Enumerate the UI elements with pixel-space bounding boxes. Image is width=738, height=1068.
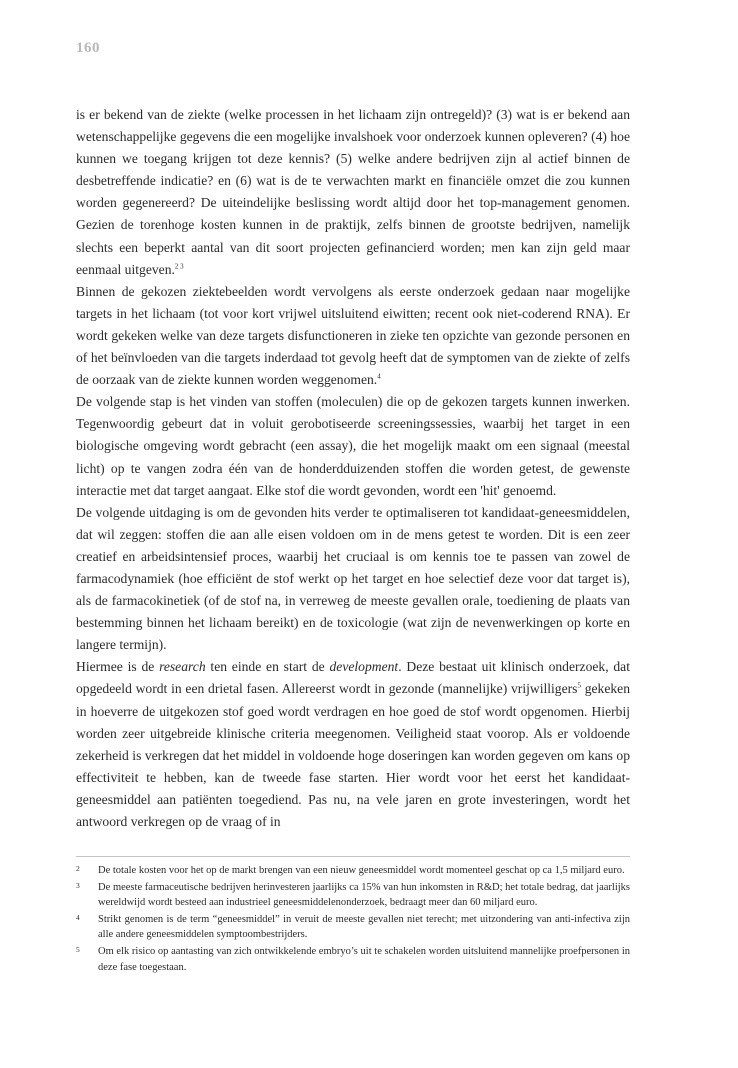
paragraph-text: De volgende uitdaging is om de gevonden hits verder te optimaliseren tot kandidaat-geneesmiddelen, dat wil zeggen: stoffen die aan alle eisen voldoen om in de mens getest te worden. Dit is een zeer creatief en arbeidsintensief proces, waarbij het cruciaal is om kennis toe te passen van zowel de farmacodynamiek (hoe efficiënt de stof werkt op het target en hoe selectief deze voor dat target is), als de farmacokinetiek (of de stof na, in verreweg de meeste gevallen orale, toediening de plaats van bestemming binnen het lichaam bereikt) en de toxicologie (wat zijn de nevenwerkingen op korte en langere termijn).: [76, 504, 630, 653]
paragraph: [76, 281, 630, 391]
paragraph-text: Hiermee is de: [76, 659, 160, 675]
paragraph-text: . Deze bestaat uit klinisch onderzoek, dat opgedeeld wordt in een drietal fasen. Allereerst wordt in gezonde (mannelijke) vrijwilligers: [76, 659, 630, 697]
footnote: [76, 880, 630, 910]
footnote-text: Om elk risico op aantasting van zich ontwikkelende embryo’s uit te schakelen worden uitsluitend mannelijke proefpersonen in deze fase toegestaan.: [98, 946, 630, 973]
page-number: 160: [76, 40, 100, 56]
footnote-number: 2: [76, 864, 80, 873]
paragraph: [76, 656, 630, 833]
footnote-text: De totale kosten voor het op de markt brengen van een nieuw geneesmiddel wordt momenteel geschat op ca 1,5 miljard euro.: [98, 865, 625, 876]
paragraph-text: ten einde en start de: [205, 659, 330, 675]
paragraph-text: Binnen de gekozen ziektebeelden wordt vervolgens als eerste onderzoek gedaan naar mogelijke targets in het lichaam (tot voor kort vrijwel uitsluitend eiwitten; recent ook niet-coderend RNA). Er wordt gekeken welke van deze targets disfunctioneren in zieke ten opzichte van gezonde personen en of het beïnvloeden van die targets inderdaad tot gevolg heeft dat de symptomen van de ziekte of zelfs de oorzaak van de ziekte kunnen worden weggenomen.: [76, 283, 630, 388]
footnote-text: Strikt genomen is de term “geneesmiddel” in veruit de meeste gevallen niet terecht; met uitzondering van anti-infectiva zijn alle andere geneesmiddelen symptoombestrijders.: [98, 914, 630, 941]
footnote: [76, 944, 630, 974]
footnotes: [76, 863, 630, 977]
footnote-ref: 4: [377, 372, 381, 381]
paragraph: [76, 391, 630, 501]
footnote-number: 3: [76, 881, 80, 891]
body-text: [76, 104, 630, 833]
paragraph: [76, 104, 630, 281]
footnote-ref: 5: [577, 681, 581, 690]
footnote-number: 4: [76, 913, 80, 923]
footnote-text: De meeste farmaceutische bedrijven herinvesteren jaarlijks ca 15% van hun inkomsten in R&D; het totale bedrag, dat jaarlijks wereldwijd wordt besteed aan industrieel geneesmiddelenonderzoek, bedraagt meer dan 60 miljard euro.: [98, 882, 630, 909]
italic-term-development: development: [329, 659, 399, 675]
footnote-ref: 2 3: [174, 262, 184, 271]
footnote-divider: [76, 856, 630, 857]
footnote-number: 5: [76, 945, 80, 955]
paragraph-text: gekeken in hoeverre de uitgekozen stof goed wordt verdragen en hoe goed de stof wordt opgenomen. Hierbij worden zeer uitgebreide klinische criteria meegenomen. Veiligheid staat voorop. Als er voldoende zekerheid is verkregen dat het middel in voldoende hoge doseringen kan worden gegeven om kans op effectiviteit te hebben, kan de tweede fase starten. Hier wordt voor het eerst het kandidaat-geneesmiddel aan patiënten toegediend. Pas nu, na vele jaren en grote investeringen, wordt het antwoord verkregen op de vraag of in: [76, 681, 630, 829]
paragraph-text: is er bekend van de ziekte (welke processen in het lichaam zijn ontregeld)? (3) wat is er bekend aan wetenschappelijke gegevens die een mogelijke invalshoek voor onderzoek kunnen opleveren? (4) hoe kunnen we toegang krijgen tot deze kennis? (5) welke andere bedrijven zijn al actief binnen de desbetreffende indicatie? en (6) wat is de te verwachten markt en financiële omzet die zou kunnen worden gegenereerd? De uiteindelijke beslissing wordt altijd door het top-management genomen. Gezien de torenhoge kosten kunnen in de praktijk, zelfs binnen de grootste bedrijven, namelijk slechts een beperkt aantal van dit soort projecten gefinancierd worden; men kan zijn geld maar eenmaal uitgeven.: [76, 107, 630, 277]
footnote: [76, 863, 630, 878]
footnote: [76, 912, 630, 942]
paragraph-text: De volgende stap is het vinden van stoffen (moleculen) die op de gekozen targets kunnen inwerken. Tegenwoordig gebeurt dat in voluit gerobotiseerde screeningssessies, waarbij het target in een biologische omgeving wordt gebracht (een assay), die het mogelijk maakt om een signaal (meestal licht) op te vangen zodra één van de honderdduizenden stoffen die worden getest, de gewenste interactie met dat target aangaat. Elke stof die wordt gevonden, wordt een 'hit' genoemd.: [76, 394, 630, 498]
paragraph: [76, 502, 630, 657]
italic-term-research: research: [159, 659, 206, 675]
